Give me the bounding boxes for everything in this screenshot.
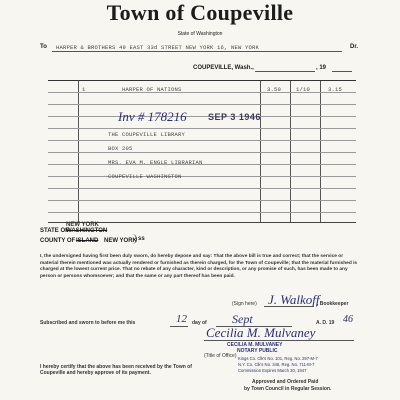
certification-paragraph: I, the undersigned having first been duly sworn, do hereby depose and say: That the above bill is true and correct; that the service or material therein mentioned was actually rendered or furnished as therein charged, for the Town of Coupeville; that the material furnished is charged at the lowest current price. That no rebate of any character, kind or description, or any promise of such, has been made to any person or persons whomsoever; and that the same or any part thereof has been paid.	[40, 254, 358, 279]
notary-signature: Cecilia M. Mulvaney	[206, 325, 316, 340]
to-label: To	[40, 44, 47, 50]
date-place-label: COUPEVILLE, Wash.,	[193, 65, 254, 71]
notary-commission-line: Commission Expires March 30, 1947	[238, 368, 307, 373]
item-price: 3.50	[267, 86, 282, 93]
item-amount: 3.15	[328, 86, 343, 93]
date-underline	[255, 71, 315, 72]
dr-label: Dr.	[350, 44, 359, 50]
invoice-number-stamp: Inv # 178216	[118, 109, 187, 124]
address-line: COUPEVILLE WASHINGTON	[108, 173, 182, 180]
county-typed: NEW YORK	[104, 238, 137, 244]
bookkeeper-signature: J. Walkoff	[268, 292, 320, 307]
jurat-day: 12	[176, 313, 187, 325]
ad-label: A. D. 19	[316, 320, 335, 326]
state-label: STATE OF	[40, 228, 69, 234]
county-label: COUNTY OF	[40, 238, 76, 244]
notary-name: CECILIA M. MULVANEY	[227, 342, 283, 348]
county-struck: ISLAND	[76, 238, 99, 244]
payee-name: HARPER & BROTHERS 49 EAST 33d STREET NEW YORK 16, NEW YORK	[56, 44, 260, 51]
address-line: BOX 205	[108, 145, 133, 152]
state-struck: WASHINGTON	[66, 228, 108, 234]
approved-line-2: by Town Council in Regular Session.	[244, 386, 332, 392]
title-of-office-label: (Title of Office)	[204, 353, 237, 359]
subscribed-label: Subscribed and sworn to before me this	[40, 320, 136, 326]
item-qty: 1	[82, 86, 86, 93]
day-of-label: day of	[192, 320, 207, 326]
town-title: Town of Coupeville	[106, 0, 294, 25]
certify-statement: I hereby certify that the above has been received by the Town of Coupeville and hereby approve of its payment.	[40, 364, 192, 377]
sign-here-label: (Sign here)	[232, 301, 257, 307]
address-line: MRS. EVA M. ENGLE LIBRARIAN	[108, 159, 203, 166]
address-line: THE COUPEVILLE LIBRARY	[108, 131, 186, 138]
jurat-month: Sept	[232, 312, 253, 326]
year-underline	[332, 71, 352, 72]
item-discount: 1/10	[296, 86, 311, 93]
state-typed: NEW YORK	[66, 222, 99, 228]
approved-line-1: Approved and Ordered Paid	[252, 379, 319, 385]
state-subtitle: State of Washington	[177, 31, 223, 37]
bookkeeper-role: , Bookkeeper	[317, 301, 349, 307]
item-description: HARPER OF NATIONS	[122, 86, 182, 93]
notary-commission-line: N.Y. Co. Clk's No. 348, Reg. No. 711-M-7	[238, 362, 315, 367]
year-label: , 19	[316, 65, 327, 71]
ledger-table	[48, 80, 356, 222]
jurat-year: 46	[343, 314, 353, 325]
ss-mark: ss	[138, 236, 145, 242]
notary-title: NOTARY PUBLIC	[237, 348, 278, 354]
notary-commission-line: Kings Co. Clk's No. 101, Reg. No. 297-M-7	[238, 356, 318, 361]
received-date-stamp: SEP 3 1946	[208, 112, 261, 122]
